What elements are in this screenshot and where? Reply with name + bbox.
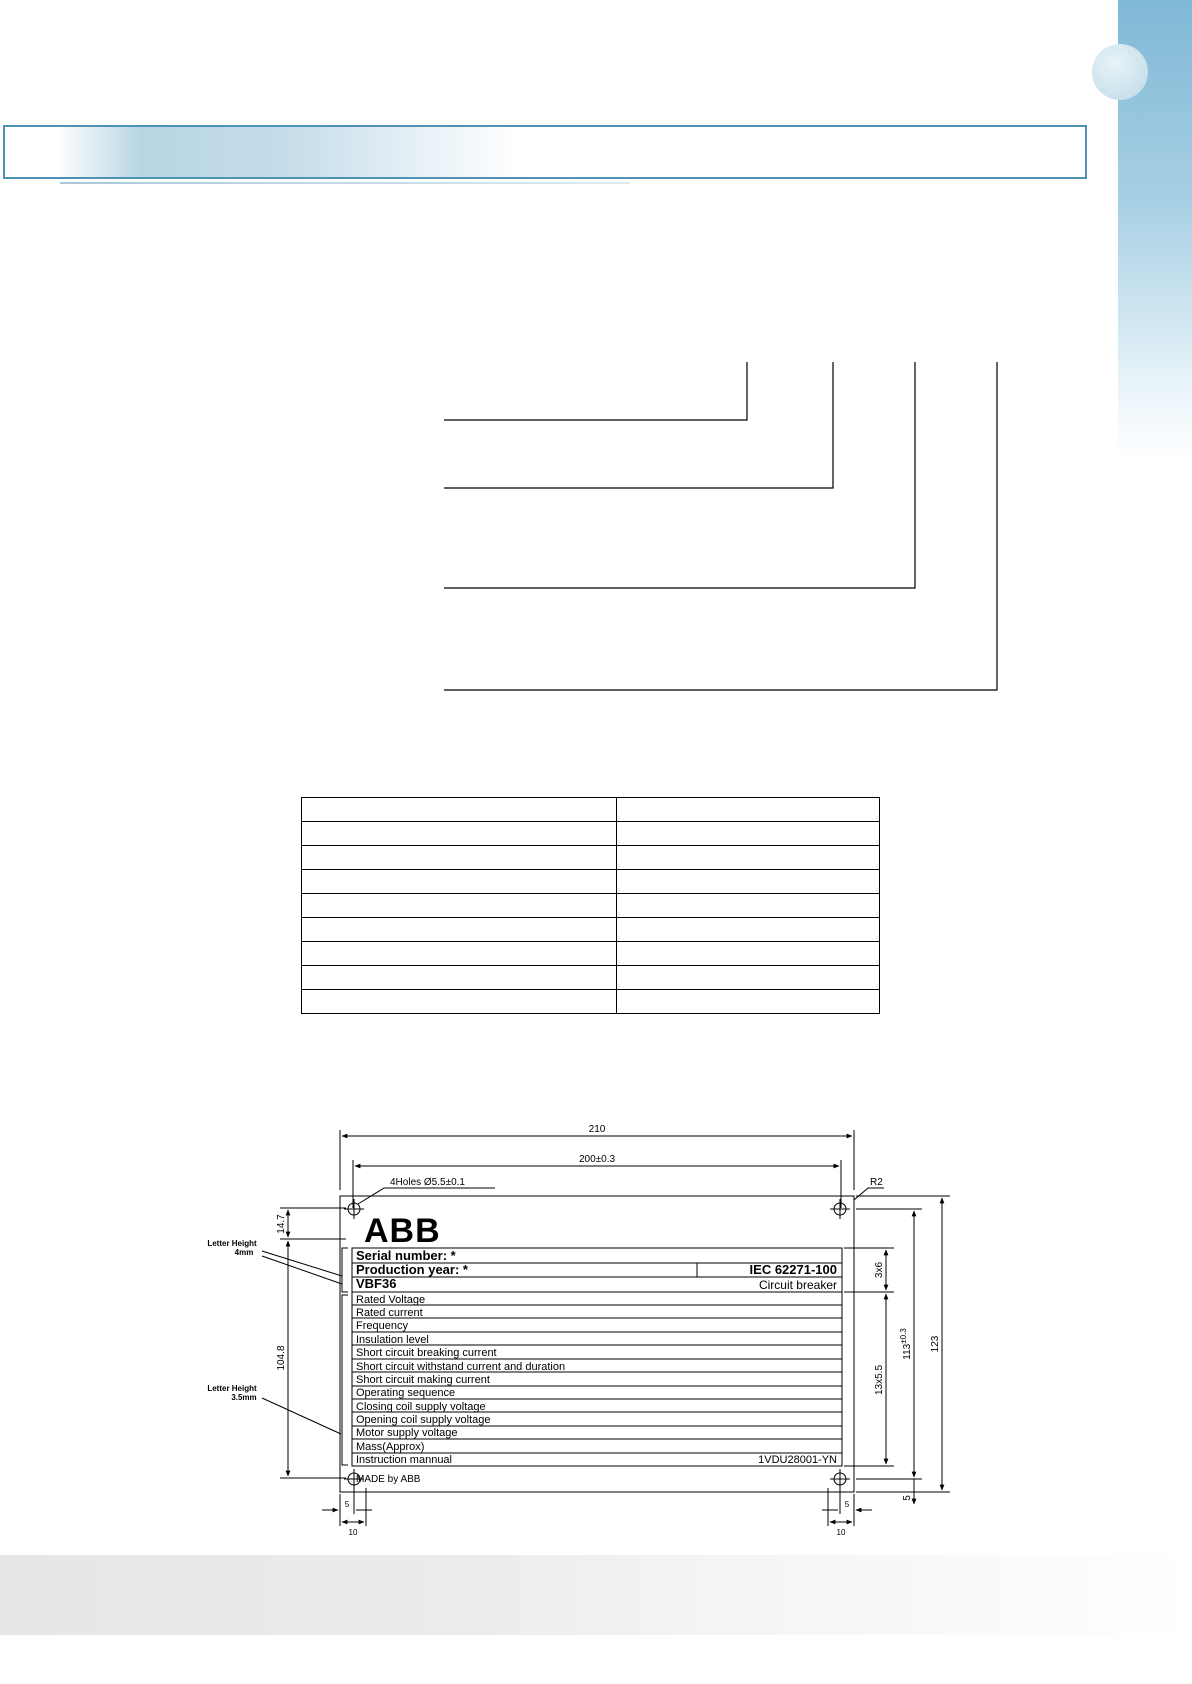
code-leader-4 bbox=[444, 362, 997, 690]
table-cell bbox=[302, 918, 617, 942]
plate-line: Short circuit breaking current bbox=[356, 1347, 497, 1359]
letter-height-4mm-line1: Letter Height bbox=[207, 1239, 257, 1248]
code-leader-3 bbox=[444, 362, 915, 588]
dim-left-edge-label: 5 bbox=[344, 1500, 350, 1509]
table-cell bbox=[617, 918, 880, 942]
plate-line: Motor supply voltage bbox=[356, 1427, 458, 1439]
model-text: VBF36 bbox=[356, 1276, 397, 1291]
table-cell bbox=[302, 870, 617, 894]
corner-radius-label: R2 bbox=[870, 1177, 883, 1188]
letter-height-3-5mm-line1: Letter Height bbox=[207, 1384, 257, 1393]
nameplate-drawing bbox=[200, 1108, 960, 1538]
table-row bbox=[302, 942, 880, 966]
table-cell bbox=[302, 822, 617, 846]
type-code-diagram bbox=[0, 0, 1192, 720]
standard-text: IEC 62271-100 bbox=[749, 1262, 837, 1277]
plate-line: Opening coil supply voltage bbox=[356, 1414, 491, 1426]
table-cell bbox=[617, 966, 880, 990]
table-row bbox=[302, 894, 880, 918]
table-cell bbox=[302, 966, 617, 990]
plate-line: Operating sequence bbox=[356, 1387, 456, 1399]
code-leader-1 bbox=[444, 362, 747, 420]
dim-hole-height-label: 104.8 bbox=[276, 1345, 287, 1371]
table-row bbox=[302, 822, 880, 846]
footer-band bbox=[0, 1555, 1192, 1635]
manual-code-text: 1VDU28001-YN bbox=[758, 1454, 837, 1466]
table-cell bbox=[617, 798, 880, 822]
table-row bbox=[302, 966, 880, 990]
dim-top-offset-label: 14.7 bbox=[276, 1214, 287, 1234]
production-year-text: Production year: * bbox=[356, 1262, 468, 1277]
table-cell bbox=[617, 870, 880, 894]
dim-overall-width-label: 210 bbox=[588, 1124, 606, 1135]
table-cell bbox=[302, 894, 617, 918]
table-cell bbox=[617, 846, 880, 870]
dim-total-height-label: 123 bbox=[930, 1335, 941, 1353]
dim-left-hole-label: 10 bbox=[348, 1528, 358, 1537]
table-cell bbox=[302, 798, 617, 822]
dim-right-edge-label: 5 bbox=[844, 1500, 850, 1509]
product-type-text: Circuit breaker bbox=[758, 1278, 837, 1292]
plate-line: Insulation level bbox=[356, 1334, 429, 1346]
plate-line: Closing coil supply voltage bbox=[356, 1401, 486, 1413]
table-cell bbox=[617, 942, 880, 966]
plate-line: Short circuit withstand current and duration bbox=[356, 1361, 566, 1373]
plate-line: Instruction mannual bbox=[356, 1454, 452, 1466]
spec-table bbox=[301, 797, 880, 1014]
table-row bbox=[302, 870, 880, 894]
dim-hole-spacing-label: 200±0.3 bbox=[578, 1154, 616, 1165]
table-row bbox=[302, 990, 880, 1014]
made-by-text: MADE by ABB bbox=[356, 1474, 421, 1485]
table-cell bbox=[302, 990, 617, 1014]
plate-line: Rated current bbox=[356, 1307, 423, 1319]
plate-line: Frequency bbox=[356, 1320, 408, 1332]
holes-note: 4Holes Ø5.5±0.1 bbox=[390, 1177, 465, 1188]
table-cell bbox=[302, 846, 617, 870]
table-cell bbox=[302, 942, 617, 966]
letter-height-3-5mm-line2: 3.5mm bbox=[231, 1393, 257, 1402]
dim-inner-height-label: $113^{\pm 0.3}$ bbox=[899, 1328, 913, 1360]
plate-line: Rated Voltage bbox=[356, 1294, 426, 1306]
dim-bottom-margin-label: 5 bbox=[902, 1495, 913, 1501]
table-cell bbox=[617, 822, 880, 846]
mount-hole bbox=[830, 1199, 850, 1219]
dim-right-hole-label: 10 bbox=[836, 1528, 846, 1537]
plate-line: Mass(Approx) bbox=[356, 1441, 425, 1453]
serial-number-text: Serial number: * bbox=[356, 1248, 456, 1263]
abb-logo: ABB bbox=[364, 1212, 441, 1250]
dim-group-height-label: 3x6 bbox=[874, 1261, 885, 1279]
table-row bbox=[302, 846, 880, 870]
table-row bbox=[302, 918, 880, 942]
mount-hole bbox=[830, 1469, 850, 1489]
table-row bbox=[302, 798, 880, 822]
dim-lines-height-label: 13x5.5 bbox=[874, 1364, 885, 1396]
table-cell bbox=[617, 894, 880, 918]
table-cell bbox=[617, 990, 880, 1014]
plate-line: Short circuit making current bbox=[356, 1374, 490, 1386]
letter-height-4mm-line2: 4mm bbox=[234, 1248, 254, 1257]
code-leader-2 bbox=[444, 362, 833, 488]
